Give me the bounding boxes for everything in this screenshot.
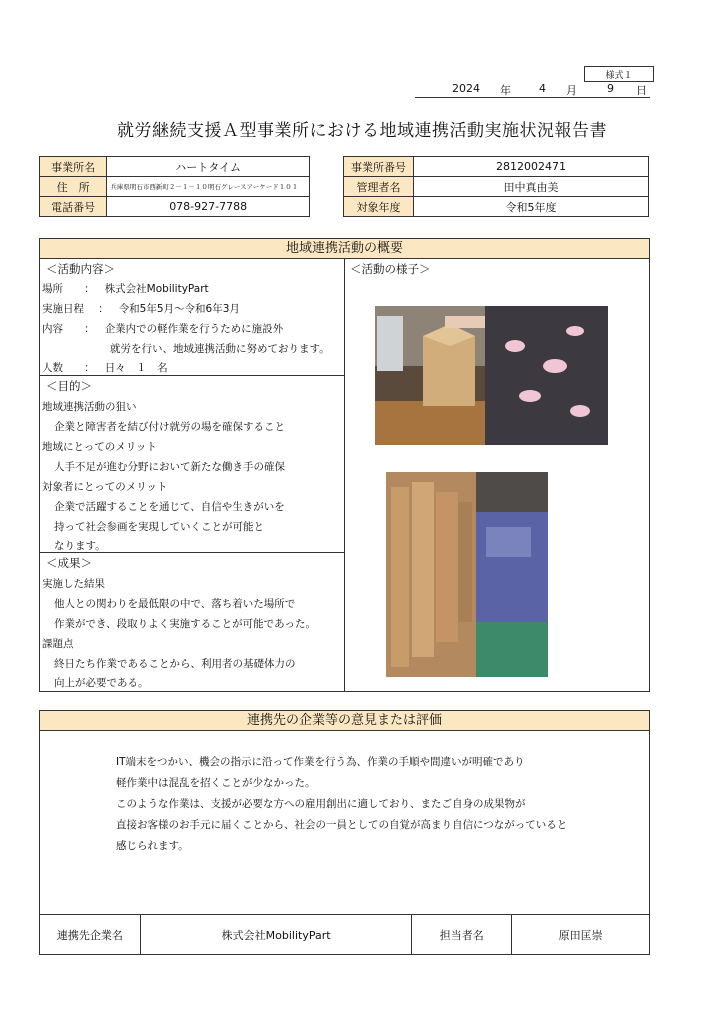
report-date <box>420 82 650 98</box>
purpose-line: 人手不足が進む分野において新たな働き手の確保 <box>54 461 285 473</box>
activity-row <box>42 301 240 316</box>
purpose-line: 持って社会参画を実現していくことが可能と <box>54 521 264 533</box>
partner-person-value: 原田匡崇 <box>512 915 650 955</box>
purpose-line: 企業で活躍することを通じて、自信や生きがいを <box>54 501 285 513</box>
purpose-title: ＜目的＞ <box>46 379 92 393</box>
purpose-line: 企業と障害者を結び付け就労の場を確保すること <box>54 421 285 433</box>
date-underline <box>415 97 650 98</box>
result-line: 実施した結果 <box>42 578 105 590</box>
address-label: 住 所 <box>40 177 107 197</box>
result-line: 向上が必要である。 <box>54 677 149 689</box>
activity-place-sep: ： <box>84 283 95 295</box>
activity-purpose-divider <box>40 375 344 376</box>
date-day: 9 <box>607 82 614 95</box>
activity-schedule-sep: ： <box>98 303 109 315</box>
date-month: 4 <box>539 82 546 95</box>
result-line: 終日たち作業であることから、利用者の基礎体力の <box>54 658 296 670</box>
manager-value: 田中真由美 <box>413 177 648 197</box>
partner-person-label: 担当者名 <box>412 915 512 955</box>
form-number-tag: 様式１ <box>584 66 654 82</box>
office-number-value: 2812002471 <box>413 157 648 177</box>
activity-schedule-label: 実施日程 <box>42 303 84 315</box>
overview-section <box>39 238 650 692</box>
office-detail-table <box>343 156 649 217</box>
evaluation-line: このような作業は、支援が必要な方への雇用創出に適しており、またご自身の成果物が <box>116 798 526 810</box>
date-day-unit: 日 <box>636 84 647 97</box>
activity-place-label: 場所 <box>42 283 63 295</box>
manager-label: 管理者名 <box>344 177 414 197</box>
activity-title: ＜活動内容＞ <box>46 262 115 276</box>
overview-header: 地域連携活動の概要 <box>40 239 649 259</box>
result-line: 課題点 <box>42 638 74 650</box>
fiscal-year-label: 対象年度 <box>344 197 414 217</box>
purpose-line: 対象者にとってのメリット <box>42 481 168 493</box>
activity-count-label: 人数 <box>42 362 63 374</box>
evaluation-line: 感じられます。 <box>116 840 189 852</box>
activity-count-value: 日々 １ 名 <box>104 362 168 374</box>
page-title: 就労継続支援Ａ型事業所における地域連携活動実施状況報告書 <box>117 121 607 141</box>
office-name-value: ハートタイム <box>107 157 310 177</box>
evaluation-header: 連携先の企業等の意見または評価 <box>40 711 649 731</box>
result-line: 作業ができ、段取りよく実施することが可能であった。 <box>54 618 316 630</box>
activity-photo-warehouse <box>386 472 548 677</box>
activity-count-sep: ： <box>84 362 95 374</box>
partner-table <box>39 914 650 955</box>
activity-photo-packing <box>375 306 608 445</box>
partner-company-label: 連携先企業名 <box>40 915 141 955</box>
office-number-label: 事業所番号 <box>344 157 414 177</box>
office-name-label: 事業所名 <box>40 157 107 177</box>
evaluation-line: 直接お客様のお手元に届くことから、社会の一員としての自覚が高まり自信につながっていると <box>116 819 568 831</box>
date-month-unit: 月 <box>566 84 577 97</box>
activity-content-sep: ： <box>84 323 95 335</box>
activity-content-label: 内容 <box>42 323 63 335</box>
evaluation-line: IT端末をつかい、機会の指示に沿って作業を行う為、作業の手順や間違いが明確であり <box>116 756 525 768</box>
overview-divider <box>344 259 345 691</box>
result-line: 他人との関わりを最低限の中で、落ち着いた場所で <box>54 598 296 610</box>
activity-row <box>42 360 168 375</box>
activity-row <box>42 321 283 336</box>
address-value: 兵庫県明石市西新町２－１－１０明石グレースアーケード１０１ <box>107 177 310 197</box>
purpose-line: 地域連携活動の狙い <box>42 401 137 413</box>
date-year-unit: 年 <box>500 84 511 97</box>
activity-schedule-value: 令和5年5月～令和6年3月 <box>118 303 240 315</box>
activity-place-value: 株式会社MobilityPart <box>104 283 209 295</box>
photos-title: ＜活動の様子＞ <box>350 262 431 276</box>
phone-value: 078-927-7788 <box>107 197 310 217</box>
date-year: 2024 <box>452 82 480 95</box>
result-title: ＜成果＞ <box>46 556 92 570</box>
purpose-line: 地域にとってのメリット <box>42 441 157 453</box>
evaluation-line: 軽作業中は混乱を招くことが少なかった。 <box>116 777 316 789</box>
activity-row <box>42 281 209 296</box>
office-info-table <box>39 156 310 217</box>
purpose-line: なります。 <box>54 540 106 552</box>
activity-content-cont: 就労を行い、地域連携活動に努めております。 <box>110 343 330 355</box>
phone-label: 電話番号 <box>40 197 107 217</box>
partner-company-value: 株式会社MobilityPart <box>140 915 412 955</box>
activity-content-value: 企業内での軽作業を行うために施設外 <box>104 323 284 335</box>
fiscal-year-value: 令和5年度 <box>413 197 648 217</box>
